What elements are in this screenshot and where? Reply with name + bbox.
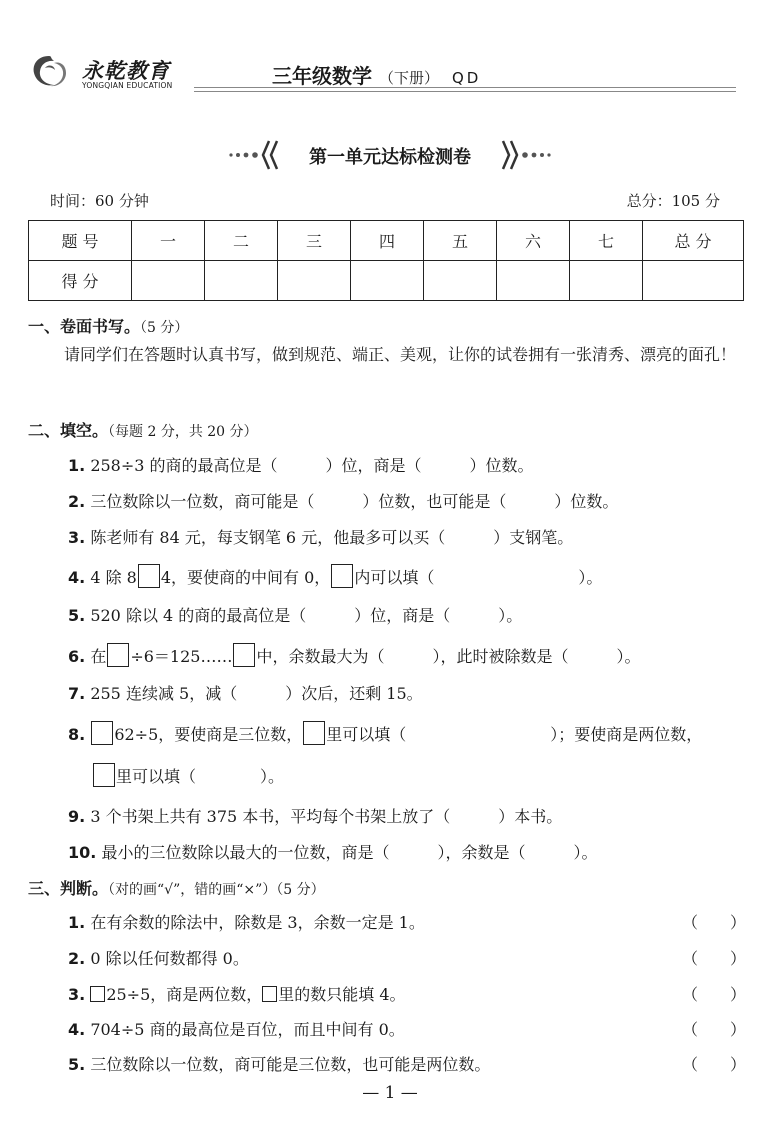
blank-box[interactable] xyxy=(331,564,353,588)
question-number: 3. xyxy=(68,528,86,547)
header-divider xyxy=(194,87,736,88)
question-text: 三位数除以一位数，商可能是三位数，也可能是两位数。 xyxy=(90,1055,491,1074)
question-text: ÷6＝125…… xyxy=(130,647,233,666)
score-table-score-row xyxy=(29,261,744,301)
question-number: 6. xyxy=(68,647,86,666)
blank-box[interactable] xyxy=(107,643,129,667)
question-number: 8. xyxy=(68,725,86,744)
table-cell: 总 分 xyxy=(643,221,744,261)
section-title: 二、填空。 xyxy=(28,421,109,440)
question-text: 0 除以任何数都得 0。 xyxy=(90,949,249,968)
score-input-cell[interactable] xyxy=(351,261,424,301)
swirl-logo-icon xyxy=(30,54,68,90)
score-input-cell[interactable] xyxy=(278,261,351,301)
question-text: 里的数只能填 4。 xyxy=(278,985,406,1004)
question-text: 内可以填（ ）。 xyxy=(354,568,603,587)
question-text: 在有余数的除法中，除数是 3，余数一定是 1。 xyxy=(90,913,425,932)
question-text: 62÷5，要使商是三位数， xyxy=(114,725,303,744)
answer-parentheses[interactable]: （ ） xyxy=(681,949,746,968)
time-limit: 时间：60 分钟 xyxy=(50,192,149,210)
question-item xyxy=(68,840,597,863)
edition-label: QD xyxy=(451,69,482,87)
blank-box[interactable] xyxy=(138,564,160,588)
volume-label: （下册） xyxy=(378,69,439,87)
score-table xyxy=(28,220,744,301)
answer-parentheses[interactable]: （ ） xyxy=(681,913,746,932)
table-cell: 一 xyxy=(132,221,205,261)
table-cell: 题 号 xyxy=(29,221,132,261)
section-heading-2 xyxy=(28,418,258,441)
question-item xyxy=(68,946,249,969)
question-item xyxy=(68,453,534,476)
question-text: 在 xyxy=(90,647,107,666)
section-title: 一、卷面书写。 xyxy=(28,317,141,336)
question-text: 25÷5，商是两位数， xyxy=(106,985,263,1004)
table-cell: 得 分 xyxy=(29,261,132,301)
question-text: 里可以填（ ）。 xyxy=(116,767,285,786)
blank-box[interactable] xyxy=(262,986,277,1002)
question-text: 4 除 8 xyxy=(90,568,137,587)
section-heading-1 xyxy=(28,314,188,337)
question-text: 3 个书架上共有 375 本书，平均每个书架上放了（ ）本书。 xyxy=(90,807,563,826)
question-number: 3. xyxy=(68,985,86,1004)
logo-name: 永乾教育 xyxy=(82,58,170,83)
question-text: 三位数除以一位数，商可能是（ ）位数，也可能是（ ）位数。 xyxy=(90,492,619,511)
blank-box[interactable] xyxy=(93,763,115,787)
section-points: （每题 2 分，共 20 分） xyxy=(108,424,258,440)
section-points: （5 分） xyxy=(140,320,189,336)
score-input-cell[interactable] xyxy=(497,261,570,301)
answer-parentheses[interactable]: （ ） xyxy=(681,1020,746,1039)
question-number: 9. xyxy=(68,807,86,826)
table-cell: 二 xyxy=(205,221,278,261)
score-input-cell[interactable] xyxy=(424,261,497,301)
score-input-cell[interactable] xyxy=(570,261,643,301)
question-number: 5. xyxy=(68,1055,86,1074)
question-item-continued xyxy=(92,763,284,787)
answer-parentheses[interactable]: （ ） xyxy=(681,985,746,1004)
page-header-title xyxy=(272,60,481,89)
question-text: 陈老师有 84 元，每支钢笔 6 元，他最多可以买（ ）支钢笔。 xyxy=(90,528,574,547)
question-item xyxy=(68,681,423,704)
question-item xyxy=(68,643,640,667)
question-item xyxy=(68,489,618,512)
question-item xyxy=(68,804,562,827)
score-input-cell[interactable] xyxy=(132,261,205,301)
section-1-instructions: 请同学们在答题时认真书写，做到规范、端正、美观，让你的试卷拥有一张清秀、漂亮的面孔！ xyxy=(64,345,737,364)
unit-title: 第一单元达标检测卷 xyxy=(309,147,471,168)
question-number: 2. xyxy=(68,492,86,511)
score-input-cell[interactable] xyxy=(205,261,278,301)
score-table-header-row xyxy=(29,221,744,261)
question-number: 1. xyxy=(68,456,86,475)
blank-box[interactable] xyxy=(303,721,325,745)
question-text: 258÷3 的商的最高位是（ ）位，商是（ ）位数。 xyxy=(90,456,534,475)
section-title: 三、判断。 xyxy=(28,879,109,898)
unit-title-banner xyxy=(225,137,555,173)
section-points: （对的画“√”，错的画“×”）（5 分） xyxy=(108,882,325,898)
question-number: 2. xyxy=(68,949,86,968)
table-cell: 五 xyxy=(424,221,497,261)
section-heading-3 xyxy=(28,876,325,899)
question-item xyxy=(68,603,522,626)
total-score: 总分：105 分 xyxy=(626,192,720,210)
question-item xyxy=(68,1017,405,1040)
question-number: 4. xyxy=(68,568,86,587)
page-number: — 1 — xyxy=(362,1083,418,1103)
blank-box[interactable] xyxy=(91,721,113,745)
question-text: 里可以填（ ）；要使商是两位数， xyxy=(326,725,703,744)
question-number: 1. xyxy=(68,913,86,932)
brand-logo xyxy=(30,50,200,95)
question-number: 7. xyxy=(68,684,86,703)
logo-subtitle: YONGQIAN EDUCATION xyxy=(82,81,173,90)
question-item xyxy=(68,525,573,548)
question-text: 4，要使商的中间有 0， xyxy=(160,568,331,587)
table-cell: 六 xyxy=(497,221,570,261)
question-item xyxy=(68,982,406,1005)
blank-box[interactable] xyxy=(233,643,255,667)
question-text: 最小的三位数除以最大的一位数，商是（ ），余数是（ ）。 xyxy=(101,843,598,862)
question-text: 中，余数最大为（ ），此时被除数是（ ）。 xyxy=(256,647,641,666)
header-divider-2 xyxy=(194,91,736,92)
table-cell: 四 xyxy=(351,221,424,261)
blank-box[interactable] xyxy=(90,986,105,1002)
answer-parentheses[interactable]: （ ） xyxy=(681,1055,746,1074)
subject-title: 三年级数学 xyxy=(272,64,372,88)
question-number: 4. xyxy=(68,1020,86,1039)
question-item xyxy=(68,1052,490,1075)
question-item xyxy=(68,910,425,933)
question-number: 10. xyxy=(68,843,97,862)
score-input-cell[interactable] xyxy=(643,261,744,301)
question-text: 255 连续减 5，减（ ）次后，还剩 15。 xyxy=(90,684,423,703)
question-item xyxy=(68,721,702,745)
question-number: 5. xyxy=(68,606,86,625)
question-text: 704÷5 商的最高位是百位，而且中间有 0。 xyxy=(90,1020,405,1039)
table-cell: 三 xyxy=(278,221,351,261)
question-text: 520 除以 4 的商的最高位是（ ）位，商是（ ）。 xyxy=(90,606,523,625)
question-item xyxy=(68,564,602,588)
table-cell: 七 xyxy=(570,221,643,261)
